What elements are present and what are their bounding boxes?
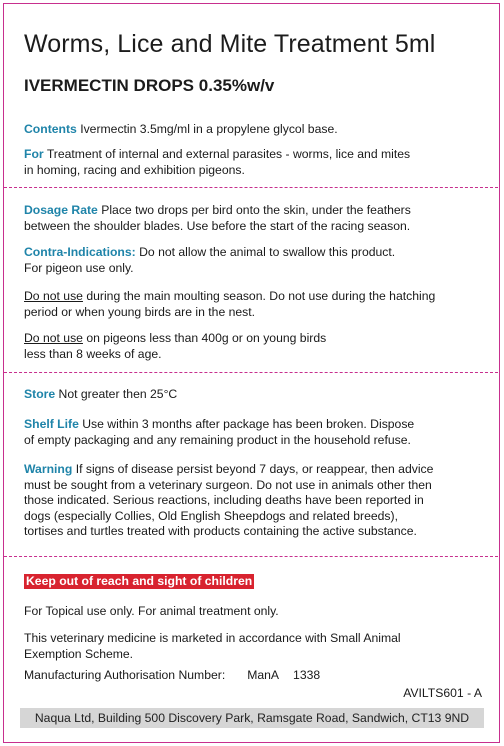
topical-use-line: For Topical use only. For animal treatment only. <box>24 604 279 618</box>
section-divider <box>4 187 498 188</box>
shelf-life-text-2: of empty packaging and any remaining product in the household refuse. <box>24 432 411 447</box>
marketing-block <box>24 631 484 662</box>
authorisation-line <box>24 668 484 684</box>
section-divider <box>4 372 498 373</box>
warning-text-4: dogs (especially Collies, Old English Sheepdogs and related breeds), <box>24 508 398 523</box>
authorisation-prefix: ManA <box>247 668 280 682</box>
dosage-text-1: Place two drops per bird onto the skin, under the feathers <box>101 203 411 217</box>
shelf-life-text-1: Use within 3 months after package has been broken. Dispose <box>82 417 415 431</box>
for-block <box>24 147 484 178</box>
drug-strength: 0.35%w/v <box>198 76 275 95</box>
do-not-use-text-1a: during the main moulting season. Do not use during the hatching <box>86 289 436 303</box>
do-not-use-text-2b: less than 8 weeks of age. <box>24 346 162 361</box>
warning-text-2: must be sought from a veterinary surgeon. Do not use in animals other then <box>24 477 432 492</box>
do-not-use-lead-2: Do not use <box>24 331 83 345</box>
dosage-label: Dosage Rate <box>24 203 98 217</box>
for-label: For <box>24 147 44 161</box>
contra-text-2: For pigeon use only. <box>24 260 134 275</box>
dosage-block <box>24 203 484 234</box>
shelf-life-label: Shelf Life <box>24 417 79 431</box>
warning-text-1: If signs of disease persist beyond 7 days, or reappear, then advice <box>75 462 434 476</box>
contents-line <box>24 122 484 138</box>
warning-block <box>24 462 484 540</box>
warning-text-3: those indicated. Serious reactions, including deaths have been reported in <box>24 493 424 507</box>
do-not-use-lead-1: Do not use <box>24 289 83 303</box>
store-label: Store <box>24 387 56 401</box>
section-divider <box>4 556 498 557</box>
do-not-use-text-2a: on pigeons less than 400g or on young birds <box>86 331 327 345</box>
shelf-life-block <box>24 417 484 448</box>
product-code: AVILTS601 - A <box>403 686 482 700</box>
contra-text-1: Do not allow the animal to swallow this product. <box>139 245 396 259</box>
do-not-use-moulting <box>24 289 484 320</box>
for-text-2: in homing, racing and exhibition pigeons. <box>24 162 245 177</box>
for-text-1: Treatment of internal and external parasites - worms, lice and mites <box>46 147 411 161</box>
warning-text-5: tortises and turtles treated with products containing the active substance. <box>24 524 417 538</box>
dosage-text-2: between the shoulder blades. Use before the start of the racing season. <box>24 218 411 233</box>
authorisation-number: 1338 <box>293 668 321 682</box>
manufacturer-address: Naqua Ltd, Building 500 Discovery Park, Ramsgate Road, Sandwich, CT13 9ND <box>20 708 484 728</box>
authorisation-label: Manufacturing Authorisation Number: <box>24 668 226 682</box>
contents-text: Ivermectin 3.5mg/ml in a propylene glycol base. <box>80 122 338 136</box>
do-not-use-weight <box>24 331 484 362</box>
drug-name: IVERMECTIN DROPS <box>24 76 195 95</box>
store-line <box>24 387 484 403</box>
product-subtitle <box>24 76 274 96</box>
contents-label: Contents <box>24 122 77 136</box>
marketing-text-2: Exemption Scheme. <box>24 646 134 661</box>
marketing-text-1: This veterinary medicine is marketed in accordance with Small Animal <box>24 631 401 645</box>
product-title: Worms, Lice and Mite Treatment 5ml <box>24 30 436 58</box>
keep-out-of-reach-banner: Keep out of reach and sight of children <box>26 574 253 588</box>
store-text: Not greater then 25°C <box>58 387 178 401</box>
warning-label: Warning <box>24 462 73 476</box>
contra-block <box>24 245 484 276</box>
do-not-use-text-1b: period or when young birds are in the nest. <box>24 304 256 319</box>
contra-label: Contra-Indications: <box>24 245 136 259</box>
